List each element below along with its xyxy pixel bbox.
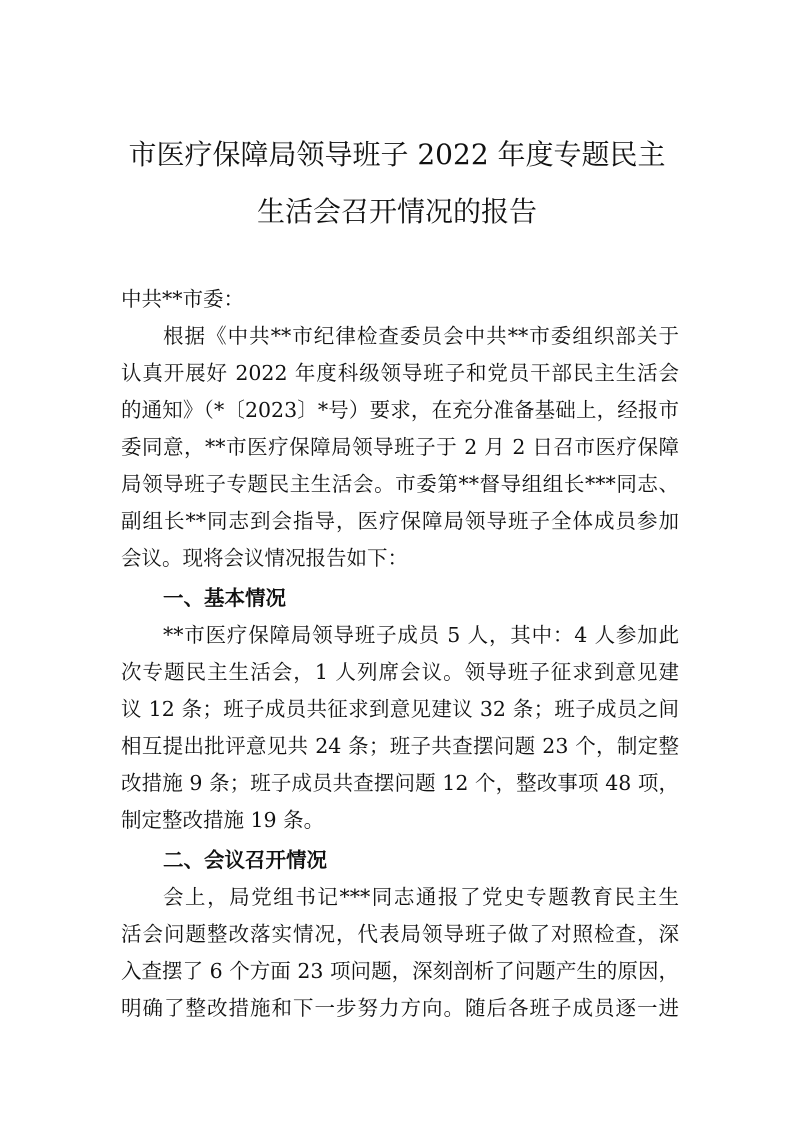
section2-line: 入查摆了 6 个方面 23 项问题，深刻剖析了问题产生的原因， — [121, 959, 679, 983]
section1-line: 议 12 条；班子成员共征求到意见建议 32 条；班子成员之间 — [121, 697, 679, 721]
document-title-line-1: 市医疗保障局领导班子 2022 年度专题民主 — [128, 138, 666, 171]
intro-line: 副组长**同志到会指导，医疗保障局领导班子全体成员参加 — [121, 509, 679, 533]
salutation: 中共**市委： — [121, 287, 244, 311]
section2-line: 活会问题整改落实情况，代表局领导班子做了对照检查，深 — [121, 922, 679, 946]
intro-line: 局领导班子专题民主生活会。市委第**督导组组长***同志、 — [121, 472, 679, 496]
intro-line: 会议。现将会议情况报告如下： — [121, 546, 408, 570]
section1-line: **市医疗保障局领导班子成员 5 人，其中：4 人参加此 — [163, 623, 679, 647]
section1-line: 次专题民主生活会，1 人列席会议。领导班子征求到意见建 — [121, 660, 679, 684]
section-heading-meeting: 二、会议召开情况 — [163, 848, 327, 872]
intro-line: 根据《中共**市纪律检查委员会中共**市委组织部关于 — [163, 324, 679, 348]
intro-line: 委同意，**市医疗保障局领导班子于 2 月 2 日召市医疗保障 — [121, 435, 679, 459]
section1-line: 相互提出批评意见共 24 条；班子共查摆问题 23 个，制定整 — [121, 734, 679, 758]
document-body — [121, 281, 679, 1027]
section1-line: 制定整改措施 19 条。 — [121, 808, 325, 832]
document-title-line-2: 生活会召开情况的报告 — [256, 195, 537, 228]
section2-line: 会上，局党组书记***同志通报了党史专题教育民主生 — [163, 885, 679, 909]
intro-line: 认真开展好 2022 年度科级领导班子和党员干部民主生活会 — [121, 361, 679, 385]
section-heading-basic: 一、基本情况 — [163, 586, 286, 610]
intro-line: 的通知》（*〔2023〕*号）要求，在充分准备基础上，经报市 — [121, 398, 679, 422]
section1-line: 改措施 9 条；班子成员共查摆问题 12 个，整改事项 48 项， — [121, 771, 679, 795]
section2-line: 明确了整改措施和下一步努力方向。随后各班子成员逐一进 — [121, 996, 679, 1020]
